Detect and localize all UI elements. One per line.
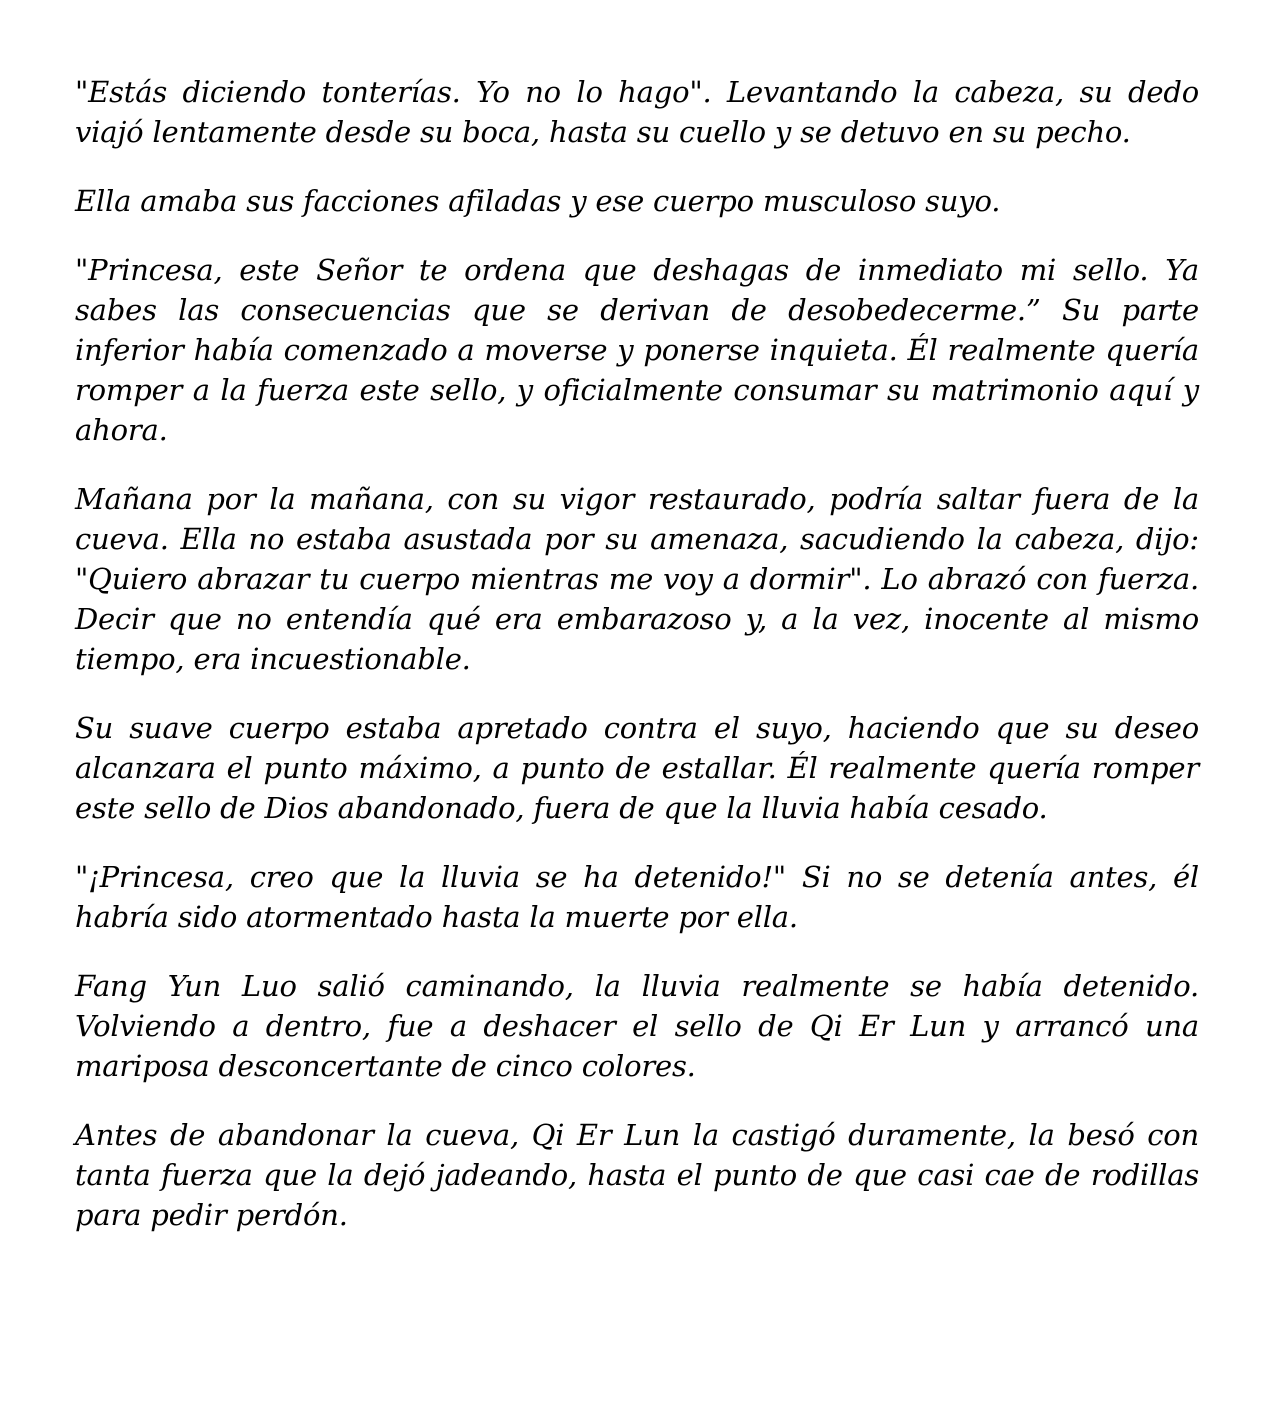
paragraph-6: "¡Princesa, creo que la lluvia se ha detenido!" Si no se detenía antes, él habría sido atormentado hasta la muerte por ella. xyxy=(75,860,1199,934)
paragraph-8: Antes de abandonar la cueva, Qi Er Lun la castigó duramente, la besó con tanta fuerza que la dejó jadeando, hasta el punto de que casi cae de rodillas para pedir perdón. xyxy=(75,1118,1199,1232)
paragraph-7: Fang Yun Luo salió caminando, la lluvia realmente se había detenido. Volviendo a dentro, fue a deshacer el sello de Qi Er Lun y arrancó una mariposa desconcertante de cinco colores. xyxy=(75,969,1199,1083)
document-page xyxy=(75,72,1199,1264)
paragraph-2: Ella amaba sus facciones afiladas y ese cuerpo musculoso suyo. xyxy=(75,184,1001,218)
paragraph-5: Su suave cuerpo estaba apretado contra el suyo, haciendo que su deseo alcanzara el punto máximo, a punto de estallar. Él realmente quería romper este sello de Dios abandonado, fuera de que la lluvia había cesado. xyxy=(75,711,1199,825)
paragraph-4: Mañana por la mañana, con su vigor restaurado, podría saltar fuera de la cueva. Ella no estaba asustada por su amenaza, sacudiendo la cabeza, dijo: "Quiero abrazar tu cuerpo mientras me voy a dormir". Lo abrazó con fuerza. Decir que no entendía qué era embarazoso y, a la vez, inocente al mismo tiempo, era incuestionable. xyxy=(75,482,1199,676)
paragraph-3: "Princesa, este Señor te ordena que deshagas de inmediato mi sello. Ya sabes las consecuencias que se derivan de desobedecerme.” Su parte inferior había comenzado a moverse y ponerse inquieta. Él realmente quería romper a la fuerza este sello, y oficialmente consumar su matrimonio aquí y ahora. xyxy=(75,253,1199,447)
paragraph-1: "Estás diciendo tonterías. Yo no lo hago". Levantando la cabeza, su dedo viajó lentamente desde su boca, hasta su cuello y se detuvo en su pecho. xyxy=(75,75,1199,149)
